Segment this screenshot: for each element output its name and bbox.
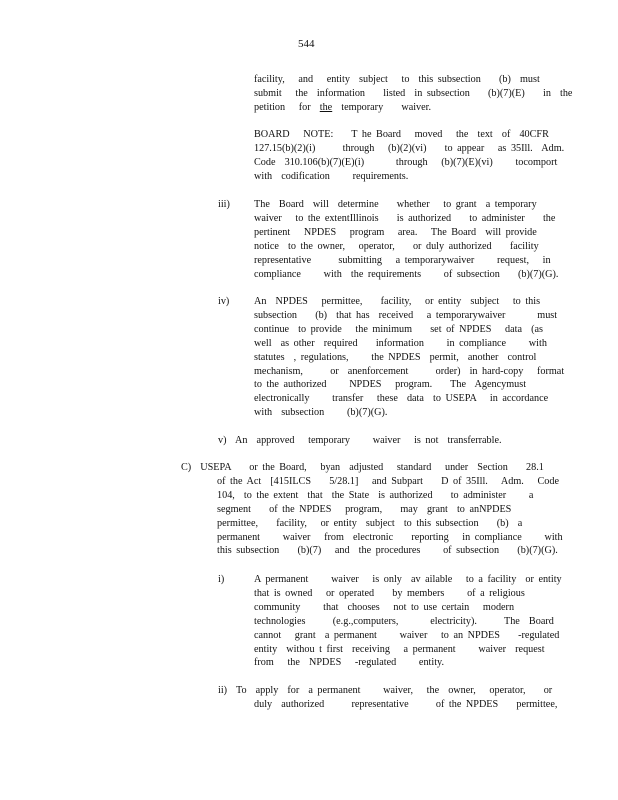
text-line: submit the information listed in subsection (b)(7)(E) in the bbox=[254, 87, 573, 99]
continuation-paragraph bbox=[254, 73, 572, 115]
text-line: technologies (e.g.,computers, electricity). The Board bbox=[254, 615, 554, 627]
text-line: waiver to the extentIllinois is authorized to administer the bbox=[254, 212, 556, 224]
text-line: 127.15(b)(2)(i) through (b)(2)(vi) to appear as 35Ill. Adm. bbox=[254, 142, 565, 154]
underlined-word: the bbox=[319, 101, 333, 113]
text-line: representative submitting a temporarywaiver request, in bbox=[254, 254, 551, 266]
text-line: notice to the owner, operator, or duly authorized facility bbox=[254, 240, 539, 252]
text-line: A permanent waiver is only av ailable to a facility or entity bbox=[254, 574, 562, 585]
text-line: The Board will determine whether to grant a temporary bbox=[254, 199, 537, 210]
text-line: segment of the NPDES program, may grant to anNPDES bbox=[217, 503, 512, 515]
item-c-ii-paragraph bbox=[218, 684, 557, 712]
item-c-i-paragraph bbox=[254, 573, 562, 670]
text-line: C) USEPA or the Board, byan adjusted standard under Section 28.1 bbox=[181, 462, 544, 473]
text-line: statutes , regulations, the NPDES permit, another control bbox=[254, 351, 537, 363]
text-line: BOARD NOTE: T he Board moved the text of 40CFR bbox=[254, 129, 549, 140]
text-line: mechanism, or anenforcement order) in hard-copy format bbox=[254, 365, 565, 377]
text-line: subsection (b) that has received a temporarywaiver must bbox=[254, 309, 558, 321]
text-line: electronically transfer these data to USEPA in accordance bbox=[254, 393, 549, 405]
item-v-paragraph bbox=[218, 434, 502, 448]
text-line: petition for the temporary waiver. bbox=[254, 101, 432, 113]
text-line: continue to provide the minimum set of NPDES data (as bbox=[254, 323, 543, 335]
item-iv-paragraph bbox=[254, 295, 564, 420]
text-line: ii) To apply for a permanent waiver, the owner, operator, or bbox=[218, 685, 553, 696]
text-line: from the NPDES -regulated entity. bbox=[254, 657, 445, 669]
item-marker-iii: iii) bbox=[218, 199, 230, 210]
page-number: 544 bbox=[298, 38, 315, 50]
item-iii-paragraph bbox=[254, 198, 558, 281]
text-line: this subsection (b)(7) and the procedures of subsection (b)(7)(G). bbox=[217, 545, 558, 557]
text-line: facility, and entity subject to this subsection (b) must bbox=[254, 74, 540, 85]
text-line: to the authorized NPDES program. The Agencymust bbox=[254, 379, 527, 391]
text-line: duly authorized representative of the NPDES permittee, bbox=[254, 698, 558, 710]
text-line: that is owned or operated by members of a religious bbox=[254, 587, 525, 599]
text-line: Code 310.106(b)(7)(E)(i) through (b)(7)(E)(vi) tocomport bbox=[254, 156, 558, 168]
text-line: pertinent NPDES program area. The Board will provide bbox=[254, 226, 537, 238]
item-c-paragraph bbox=[181, 461, 563, 558]
text-line: cannot grant a permanent waiver to an NPDES -regulated bbox=[254, 629, 560, 641]
text-line: 104, to the extent that the State is authorized to administer a bbox=[217, 489, 534, 501]
text-line: v) An approved temporary waiver is not transferrable. bbox=[218, 435, 502, 446]
board-note bbox=[254, 128, 564, 184]
text-line: permittee, facility, or entity subject to this subsection (b) a bbox=[217, 517, 523, 529]
text-line: with subsection (b)(7)(G). bbox=[254, 407, 388, 419]
text-line: entity withou t first receiving a permanent waiver request bbox=[254, 643, 545, 655]
item-marker-c-i: i) bbox=[218, 574, 225, 585]
text-line: compliance with the requirements of subsection (b)(7)(G). bbox=[254, 268, 559, 280]
text-line: community that chooses not to use certain modern bbox=[254, 601, 515, 613]
text-line: An NPDES permittee, facility, or entity subject to this bbox=[254, 296, 541, 307]
text-line: with codification requirements. bbox=[254, 170, 409, 182]
text-line: of the Act [415ILCS 5/28.1] and Subpart D of 35Ill. Adm. Code bbox=[217, 475, 559, 487]
text-line: well as other required information in compliance with bbox=[254, 337, 547, 349]
item-marker-iv: iv) bbox=[218, 296, 230, 307]
text-line: permanent waiver from electronic reporting in compliance with bbox=[217, 531, 563, 543]
